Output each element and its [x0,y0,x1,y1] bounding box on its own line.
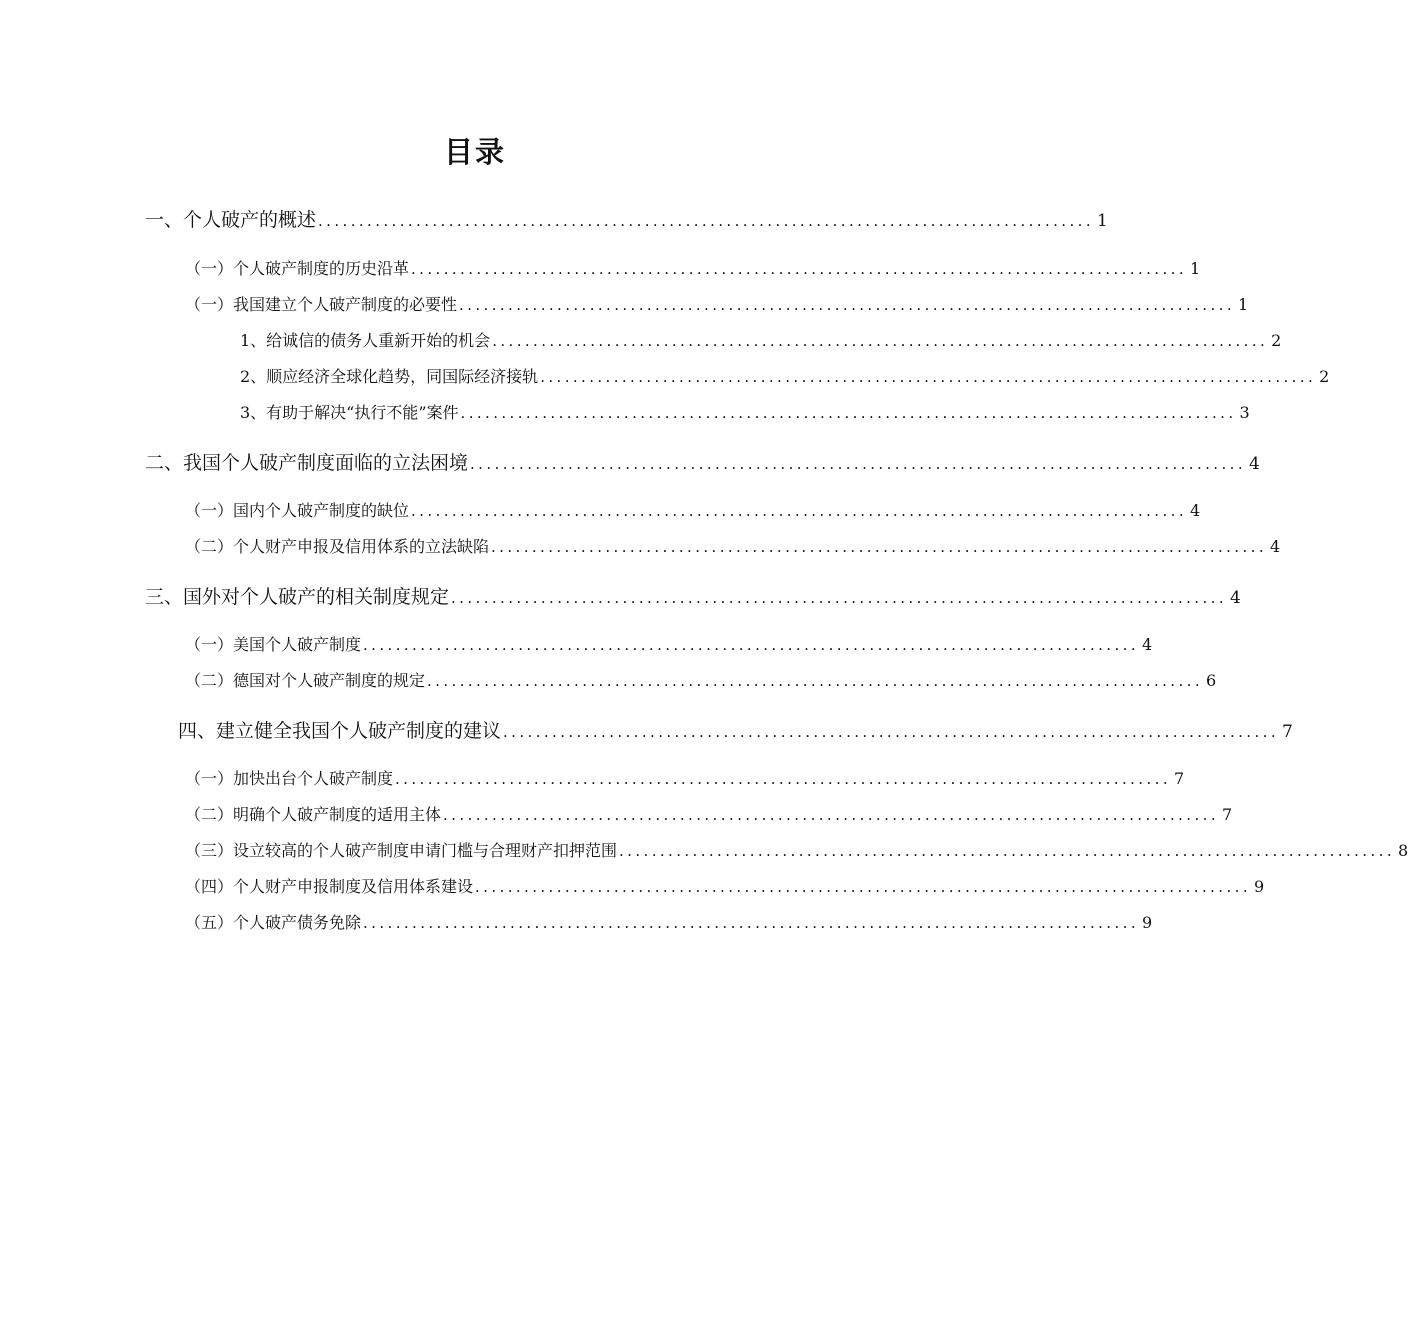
dot-leader: ............................................................................................... [470,455,1246,473]
toc-page-number: 4 [1248,454,1260,474]
toc-page-number: 3 [1239,403,1250,422]
toc-page-number: 4 [1269,537,1281,556]
toc-entry-text: （四）个人财产申报制度及信用体系建设 [185,877,474,896]
toc-entry[interactable] [185,534,1281,556]
toc-entry-text: 3、有助于解决“执行不能”案件 [240,403,459,422]
dot-leader: ............................................................................................... [318,212,1094,230]
toc-entry-text: （二）个人财产申报及信用体系的立法缺陷 [185,537,490,556]
dot-leader: ............................................................................................... [363,636,1139,654]
toc-page-number: 6 [1205,671,1217,690]
dot-leader: ............................................................................................... [395,770,1171,788]
toc-entry[interactable] [185,766,1185,788]
toc-page-number: 2 [1271,331,1282,350]
toc-entry-text: （一）国内个人破产制度的缺位 [185,501,410,520]
dot-leader: ............................................................................................... [411,260,1187,278]
toc-entry-text: 三、国外对个人破产的相关制度规定 [145,586,450,608]
dot-leader: ............................................................................................... [363,914,1139,932]
toc-entry[interactable] [145,448,1260,474]
toc-page-number: 1 [1237,295,1249,314]
toc-page-number: 4 [1229,588,1241,608]
toc-entry[interactable] [185,256,1201,278]
toc-entry[interactable] [185,498,1201,520]
toc-entry-text: （一）美国个人破产制度 [185,635,362,654]
toc-entry[interactable] [185,802,1233,824]
toc-entry-text: （一）我国建立个人破产制度的必要性 [185,295,458,314]
toc-entry[interactable] [185,632,1153,654]
toc-entry-text: 四、建立健全我国个人破产制度的建议 [178,720,502,742]
toc-page-number: 9 [1141,913,1153,932]
dot-leader: ............................................................................................... [459,296,1235,314]
dot-leader: ............................................................................................... [492,332,1269,350]
toc-entry-text: （二）德国对个人破产制度的规定 [185,671,426,690]
toc-entry-text: （三）设立较高的个人破产制度申请门槛与合理财产扣押范围 [185,841,618,860]
toc-page-number: 2 [1319,367,1330,386]
toc-entry[interactable] [185,874,1265,896]
dot-leader: ............................................................................................... [619,842,1395,860]
toc-entry-text: 一、个人破产的概述 [145,209,317,231]
dot-leader: ............................................................................................... [503,723,1279,741]
dot-leader: ............................................................................................... [411,502,1187,520]
dot-leader: ............................................................................................... [540,368,1317,386]
page-title: 目录 [443,135,506,169]
toc-entry-text: （二）明确个人破产制度的适用主体 [185,805,442,824]
toc-entry-text: 2、顺应经济全球化趋势，同国际经济接轨 [240,367,539,386]
toc-entry[interactable] [145,205,1108,231]
toc-entry[interactable] [185,668,1217,690]
toc-entry[interactable] [178,716,1293,742]
toc-entry[interactable] [240,400,1250,422]
toc-entry-text: （一）加快出台个人破产制度 [185,769,394,788]
toc-page-number: 1 [1096,211,1108,231]
toc-entry[interactable] [240,364,1330,386]
toc-page-number: 9 [1253,877,1265,896]
dot-leader: ............................................................................................... [427,672,1203,690]
toc-page-number: 4 [1141,635,1153,654]
toc-entry[interactable] [240,328,1282,350]
toc-page-number: 7 [1221,805,1233,824]
toc-page-number: 1 [1189,259,1201,278]
toc-entry[interactable] [185,910,1153,932]
toc-entry[interactable] [185,838,1408,860]
dot-leader: ............................................................................................... [475,878,1251,896]
toc-page-number: 7 [1281,722,1293,742]
toc-page-number: 4 [1189,501,1201,520]
dot-leader: ............................................................................................... [443,806,1219,824]
dot-leader: ............................................................................................... [491,538,1267,556]
toc-entry-text: 二、我国个人破产制度面临的立法困境 [145,452,469,474]
dot-leader: ............................................................................................... [460,404,1237,422]
toc-entry-text: （一）个人破产制度的历史沿革 [185,259,410,278]
toc-page-number: 7 [1173,769,1185,788]
toc-entry-text: （五）个人破产债务免除 [185,913,362,932]
toc-page-number: 8 [1397,841,1408,860]
toc-entry[interactable] [185,292,1249,314]
toc-entry[interactable] [145,582,1241,608]
dot-leader: ............................................................................................... [451,589,1227,607]
toc-entry-text: 1、给诚信的债务人重新开始的机会 [240,331,491,350]
